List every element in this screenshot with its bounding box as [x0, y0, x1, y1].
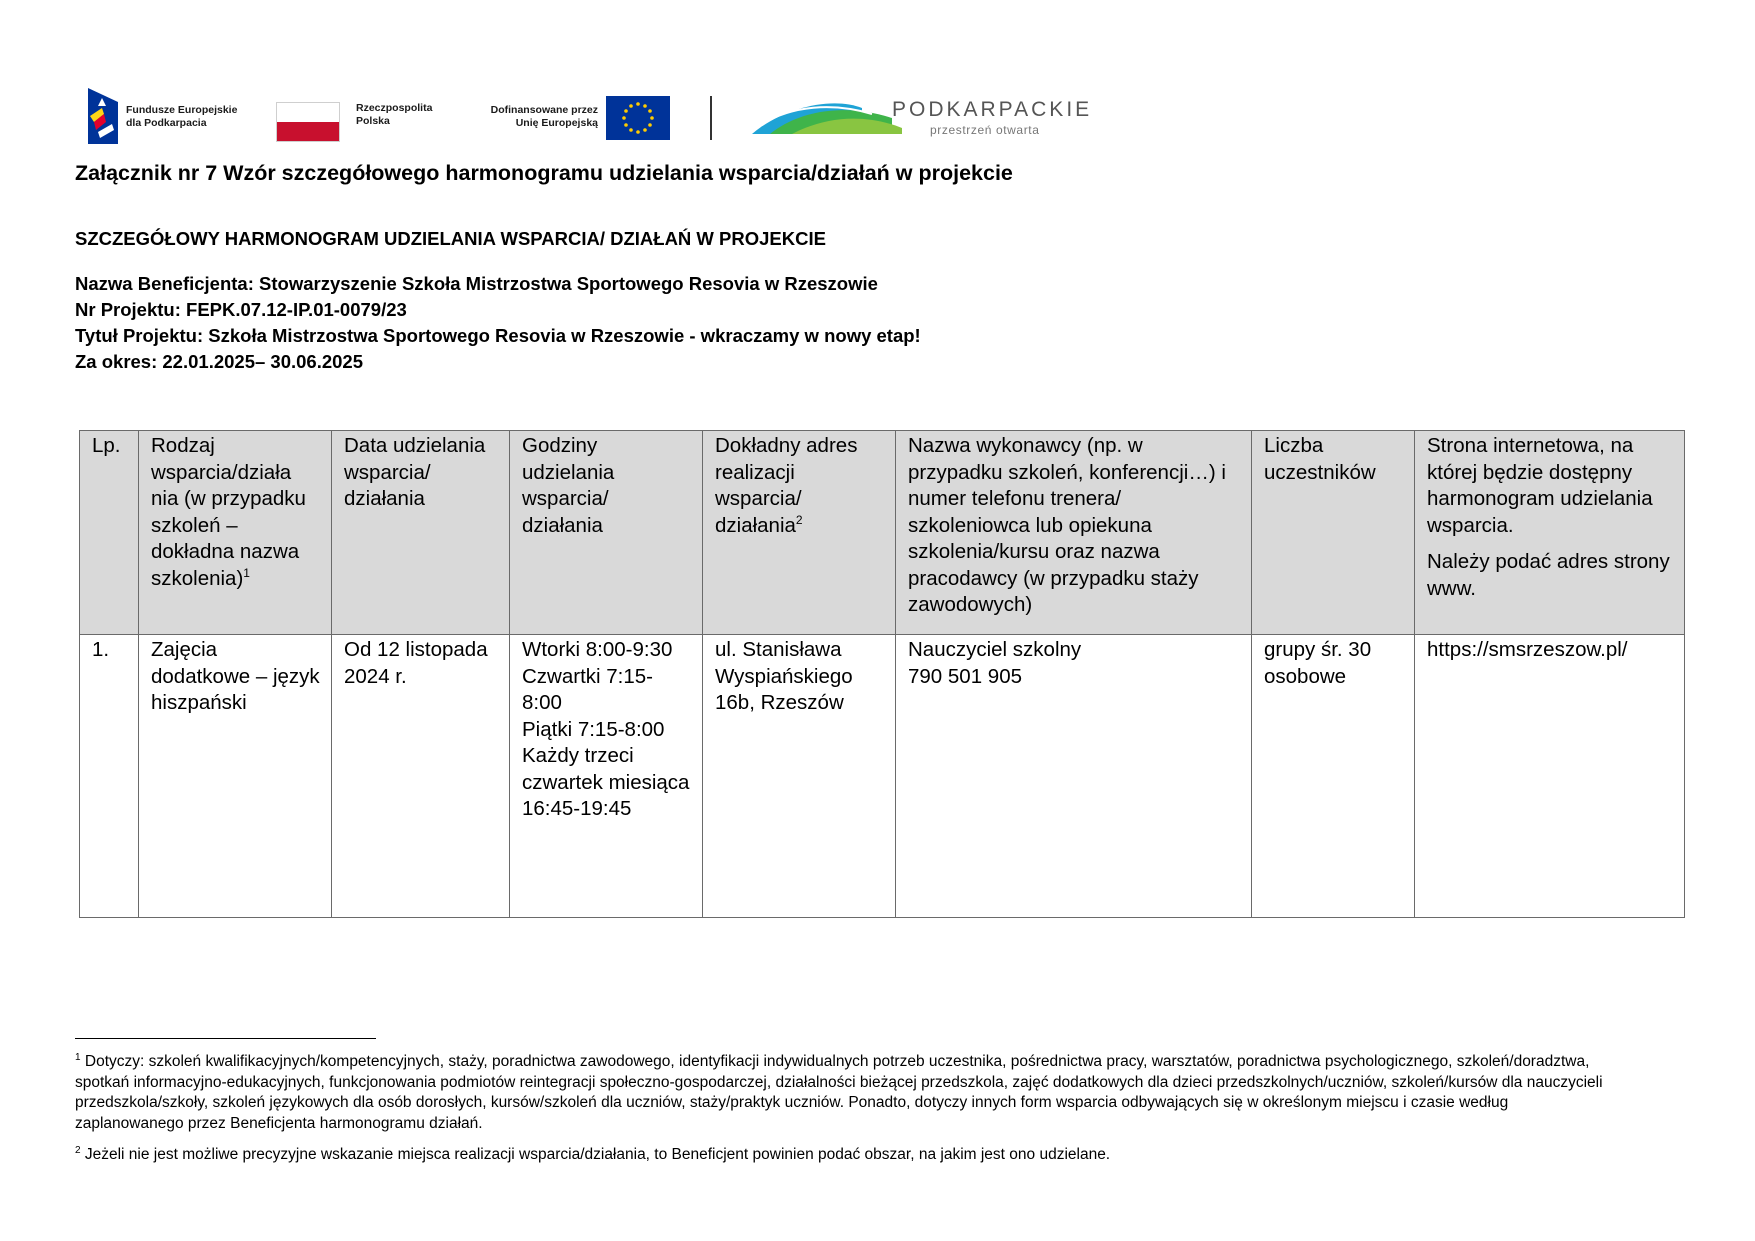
footnote-2: $^2$ Jeżeli nie jest możliwe precyzyjne wskazanie miejsca realizacji wsparcia/działania, to Beneficjent powinien podać obszar, na jakim jest ono udzielane. [75, 1144, 1111, 1163]
schedule-table [79, 430, 1685, 918]
cell-date: Od 12 listopada 2024 r. [332, 635, 510, 918]
rp-logo-text: Rzeczpospolita Polska [356, 102, 433, 127]
logo-strip [88, 88, 1128, 144]
cell-contractor: Nauczyciel szkolny 790 501 905 [896, 635, 1252, 918]
podkarpackie-tagline: przestrzeń otwarta [930, 123, 1040, 137]
reporting-period: Za okres: 22.01.2025– 30.06.2025 [75, 351, 364, 372]
cell-address: ul. Stanisława Wyspiańskiego 16b, Rzeszów [703, 635, 896, 918]
beneficiary-name: Nazwa Beneficjenta: Stowarzyszenie Szkoła Mistrzostwa Sportowego Resovia w Rzeszowie [75, 273, 878, 294]
table-row [80, 635, 1685, 918]
cell-lp: 1. [80, 635, 139, 918]
podkarpackie-logo [752, 88, 1132, 144]
fe-emblem-icon [88, 88, 118, 144]
footnote-divider [75, 1038, 376, 1039]
project-title: Tytuł Projektu: Szkoła Mistrzostwa Sportowego Resovia w Rzeszowie - wkraczamy w nowy etap! [75, 325, 921, 346]
polish-flag-icon [276, 102, 340, 142]
eu-cofinancing-logo [478, 96, 678, 142]
cell-hours: Wtorki 8:00-9:30 Czwartki 7:15-8:00 Piątki 7:15-8:00 Każdy trzeci czwartek miesiąca 16:45-19:45 [510, 635, 703, 918]
cell-participants: grupy śr. 30 osobowe [1252, 635, 1415, 918]
header-date: Data udzielania wsparcia/ działania [332, 431, 510, 635]
header-website: Strona internetowa, na której będzie dostępny harmonogram udzielania wsparcia. Należy podać adres strony www. [1415, 431, 1685, 635]
podkarpackie-hills-icon [752, 88, 902, 138]
cell-support-type: Zajęcia dodatkowe – język hiszpański [139, 635, 332, 918]
eu-logo-text: Dofinansowane przez Unię Europejską [490, 104, 598, 129]
footnote-1: $^1$ Dotyczy: szkoleń kwalifikacyjnych/kompetencyjnych, staży, poradnictwa zawodowego, identyfikacji indywidualnych potrzeb uczestnika, pośrednictwa pracy, warsztatów, poradnictwa psychologicznego, szkoleń/doradztwa, spotkań informacyjno-edukacyjnych, funkcjonowania podmiotów reintegracji społeczno-gospodarczej, działalności bieżącej przedszkola, zajęć dodatkowych dla dzieci przedszkolnych/uczniów, szkoleń/kursów dla nauczycieli przedszkola/szkoły, szkoleń językowych dla osób dorosłych, kursów/szkoleń dla uczniów, staży/praktyk uczniów. Ponadto, dotyczy innych form wsparcia odbywających się w określonym miejscu i czasie według zaplanowanego przez Beneficjenta harmonogramu działań. [75, 1051, 1603, 1132]
eu-flag-icon [606, 96, 670, 140]
header-hours: Godziny udzielania wsparcia/ działania [510, 431, 703, 635]
podkarpackie-wordmark: PODKARPACKIE [892, 98, 1093, 121]
header-lp: Lp. [80, 431, 139, 635]
logo-separator [710, 96, 712, 140]
project-meta [75, 271, 921, 375]
rzeczpospolita-polska-logo [276, 102, 456, 142]
header-participants: Liczba uczestników [1252, 431, 1415, 635]
table-header-row [80, 431, 1685, 635]
document-title: Załącznik nr 7 Wzór szczegółowego harmonogramu udzielania wsparcia/działań w projekcie [75, 161, 1013, 185]
project-number: Nr Projektu: FEPK.07.12-IP.01-0079/23 [75, 299, 407, 320]
header-address: Dokładny adres realizacji wsparcia/ działania$^2$ [703, 431, 896, 635]
document-subtitle: SZCZEGÓŁOWY HARMONOGRAM UDZIELANIA WSPARCIA/ DZIAŁAŃ W PROJEKCIE [75, 228, 826, 249]
header-contractor: Nazwa wykonawcy (np. w przypadku szkoleń, konferencji…) i numer telefonu trenera/ szkoleniowca lub opiekuna szkolenia/kursu oraz nazwa pracodawcy (w przypadku staży zawodowych) [896, 431, 1252, 635]
header-support-type: Rodzaj wsparcia/działa nia (w przypadku szkoleń – dokładna nazwa szkolenia)$^1$ [139, 431, 332, 635]
fe-logo-text: Fundusze Europejskie dla Podkarpacia [126, 104, 238, 129]
cell-website-link[interactable]: https://smsrzeszow.pl/ [1415, 635, 1685, 918]
fundusze-europejskie-logo [88, 88, 288, 144]
